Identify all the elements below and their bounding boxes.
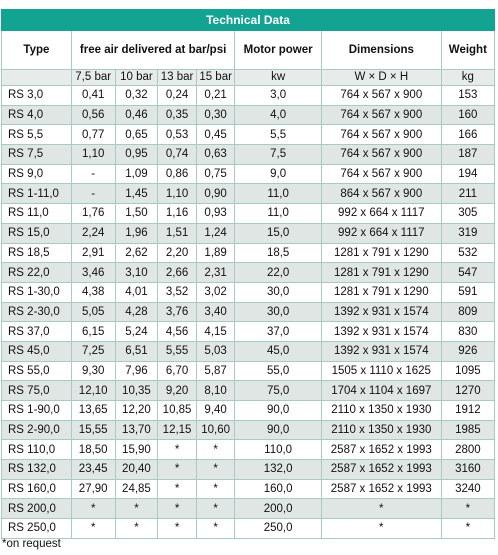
cell-13bar: * [158,460,197,480]
cell-motor-kw: 11,0 [235,204,321,224]
cell-7-5bar: 18,50 [71,440,115,460]
technical-data-table-container [1,9,495,539]
cell-weight: 319 [441,223,494,243]
table-body [2,86,495,539]
cell-13bar: 12,15 [158,420,197,440]
cell-motor-kw: 15,0 [235,223,321,243]
cell-15bar: * [196,519,235,539]
cell-13bar: * [158,440,197,460]
header-motor-unit: kw [235,70,321,86]
cell-10bar: * [115,499,158,519]
cell-type: RS 1-11,0 [2,184,72,204]
cell-motor-kw: 75,0 [235,381,321,401]
cell-dimensions: * [321,519,441,539]
cell-motor-kw: 110,0 [235,440,321,460]
cell-7-5bar: 23,45 [71,460,115,480]
table-row [2,519,495,539]
cell-10bar: 1,09 [115,164,158,184]
cell-10bar: 4,01 [115,282,158,302]
cell-weight: 160 [441,105,494,125]
cell-13bar: 6,70 [158,361,197,381]
cell-15bar: 1,89 [196,243,235,263]
cell-13bar: 1,10 [158,184,197,204]
cell-10bar: 2,62 [115,243,158,263]
cell-13bar: 10,85 [158,401,197,421]
cell-type: RS 9,0 [2,164,72,184]
cell-motor-kw: 5,5 [235,125,321,145]
cell-10bar: 24,85 [115,479,158,499]
cell-7-5bar: 4,38 [71,282,115,302]
cell-13bar: 4,56 [158,322,197,342]
cell-7-5bar: 7,25 [71,341,115,361]
cell-motor-kw: 132,0 [235,460,321,480]
cell-7-5bar: 2,91 [71,243,115,263]
cell-type: RS 37,0 [2,322,72,342]
cell-15bar: 3,02 [196,282,235,302]
cell-13bar: 0,74 [158,145,197,165]
cell-weight: 211 [441,184,494,204]
cell-motor-kw: 55,0 [235,361,321,381]
header-pressure-15: 15 bar [196,70,235,86]
cell-15bar: 0,75 [196,164,235,184]
cell-type: RS 160,0 [2,479,72,499]
cell-weight: 1912 [441,401,494,421]
cell-7-5bar: 3,46 [71,263,115,283]
cell-7-5bar: 1,76 [71,204,115,224]
header-weight-unit: kg [441,70,494,86]
cell-7-5bar: 13,65 [71,401,115,421]
header-pressure-7-5: 7,5 bar [71,70,115,86]
cell-10bar: 1,45 [115,184,158,204]
cell-dimensions: 1281 x 791 x 1290 [321,263,441,283]
cell-15bar: 3,40 [196,302,235,322]
cell-motor-kw: 90,0 [235,401,321,421]
table-row [2,282,495,302]
cell-15bar: * [196,440,235,460]
cell-10bar: 5,24 [115,322,158,342]
technical-data-table [1,9,495,539]
cell-15bar: 4,15 [196,322,235,342]
cell-15bar: * [196,479,235,499]
cell-10bar: 0,95 [115,145,158,165]
cell-weight: 187 [441,145,494,165]
cell-10bar: 0,65 [115,125,158,145]
cell-weight: 305 [441,204,494,224]
header-type: Type [2,31,72,70]
table-row [2,145,495,165]
cell-weight: 3240 [441,479,494,499]
cell-10bar: 6,51 [115,341,158,361]
cell-weight: 809 [441,302,494,322]
cell-type: RS 18,5 [2,243,72,263]
cell-15bar: 2,31 [196,263,235,283]
cell-7-5bar: 6,15 [71,322,115,342]
cell-type: RS 250,0 [2,519,72,539]
cell-7-5bar: - [71,184,115,204]
cell-13bar: 2,20 [158,243,197,263]
cell-weight: 153 [441,86,494,106]
cell-13bar: * [158,519,197,539]
cell-type: RS 7,5 [2,145,72,165]
cell-dimensions: 764 x 567 x 900 [321,125,441,145]
table-row [2,125,495,145]
cell-dimensions: 764 x 567 x 900 [321,145,441,165]
cell-type: RS 1-90,0 [2,401,72,421]
header-pressure-10: 10 bar [115,70,158,86]
table-title: Technical Data [2,10,495,31]
table-row [2,105,495,125]
cell-dimensions: 2587 x 1652 x 1993 [321,440,441,460]
cell-dimensions: 992 x 664 x 1117 [321,223,441,243]
cell-type: RS 22,0 [2,263,72,283]
cell-15bar: 0,21 [196,86,235,106]
header-type-unit [2,70,72,86]
header-motor: Motor power [235,31,321,70]
cell-dimensions: 764 x 567 x 900 [321,164,441,184]
header-pressure-13: 13 bar [158,70,197,86]
cell-13bar: 0,86 [158,164,197,184]
cell-type: RS 11,0 [2,204,72,224]
cell-15bar: * [196,460,235,480]
cell-10bar: 15,90 [115,440,158,460]
cell-dimensions: 764 x 567 x 900 [321,105,441,125]
table-row [2,401,495,421]
cell-weight: 194 [441,164,494,184]
cell-dimensions: 992 x 664 x 1117 [321,204,441,224]
cell-15bar: 10,60 [196,420,235,440]
table-row [2,460,495,480]
cell-15bar: 5,87 [196,361,235,381]
cell-dimensions: 2587 x 1652 x 1993 [321,479,441,499]
cell-13bar: 2,66 [158,263,197,283]
cell-13bar: 0,35 [158,105,197,125]
cell-13bar: 1,51 [158,223,197,243]
table-row [2,361,495,381]
cell-motor-kw: 22,0 [235,263,321,283]
table-row [2,341,495,361]
table-row [2,164,495,184]
cell-type: RS 5,5 [2,125,72,145]
cell-motor-kw: 30,0 [235,282,321,302]
cell-dimensions: 1704 x 1104 x 1697 [321,381,441,401]
table-row [2,184,495,204]
cell-type: RS 45,0 [2,341,72,361]
cell-type: RS 3,0 [2,86,72,106]
cell-7-5bar: 12,10 [71,381,115,401]
cell-weight: 532 [441,243,494,263]
cell-motor-kw: 45,0 [235,341,321,361]
cell-15bar: 8,10 [196,381,235,401]
cell-type: RS 2-30,0 [2,302,72,322]
table-row [2,263,495,283]
header-dimensions: Dimensions [321,31,441,70]
cell-7-5bar: 5,05 [71,302,115,322]
table-row [2,302,495,322]
cell-7-5bar: - [71,164,115,184]
cell-type: RS 75,0 [2,381,72,401]
cell-10bar: 4,28 [115,302,158,322]
cell-7-5bar: 15,55 [71,420,115,440]
cell-type: RS 200,0 [2,499,72,519]
cell-dimensions: 2110 x 1350 x 1930 [321,420,441,440]
cell-dimensions: 1392 x 931 x 1574 [321,341,441,361]
cell-15bar: 0,93 [196,204,235,224]
cell-15bar: 1,24 [196,223,235,243]
cell-10bar: 1,50 [115,204,158,224]
table-row [2,322,495,342]
cell-7-5bar: 2,24 [71,223,115,243]
cell-motor-kw: 4,0 [235,105,321,125]
cell-motor-kw: 30,0 [235,302,321,322]
cell-dimensions: 1392 x 931 x 1574 [321,302,441,322]
cell-type: RS 15,0 [2,223,72,243]
cell-motor-kw: 90,0 [235,420,321,440]
cell-13bar: 0,24 [158,86,197,106]
cell-motor-kw: 18,5 [235,243,321,263]
cell-type: RS 132,0 [2,460,72,480]
cell-10bar: 10,35 [115,381,158,401]
cell-weight: 1985 [441,420,494,440]
cell-dimensions: 764 x 567 x 900 [321,86,441,106]
header-air: free air delivered at bar/psi [71,31,235,70]
cell-13bar: * [158,499,197,519]
cell-weight: 2800 [441,440,494,460]
cell-15bar: 9,40 [196,401,235,421]
table-row [2,499,495,519]
cell-7-5bar: 9,30 [71,361,115,381]
cell-10bar: 3,10 [115,263,158,283]
footnote: *on request [2,538,61,550]
table-row [2,86,495,106]
cell-dimensions: 1505 x 1110 x 1625 [321,361,441,381]
cell-10bar: 12,20 [115,401,158,421]
cell-motor-kw: 9,0 [235,164,321,184]
cell-type: RS 1-30,0 [2,282,72,302]
cell-weight: 830 [441,322,494,342]
cell-motor-kw: 160,0 [235,479,321,499]
cell-weight: 3160 [441,460,494,480]
cell-weight: 547 [441,263,494,283]
cell-motor-kw: 11,0 [235,184,321,204]
table-row [2,223,495,243]
cell-type: RS 55,0 [2,361,72,381]
cell-dimensions: 864 x 567 x 900 [321,184,441,204]
cell-10bar: 1,96 [115,223,158,243]
cell-15bar: 5,03 [196,341,235,361]
cell-10bar: 13,70 [115,420,158,440]
cell-weight: * [441,499,494,519]
cell-type: RS 110,0 [2,440,72,460]
table-row [2,479,495,499]
cell-dimensions: * [321,499,441,519]
cell-weight: 166 [441,125,494,145]
cell-7-5bar: 0,77 [71,125,115,145]
cell-7-5bar: 27,90 [71,479,115,499]
cell-type: RS 2-90,0 [2,420,72,440]
cell-motor-kw: 3,0 [235,86,321,106]
cell-weight: 1095 [441,361,494,381]
cell-dimensions: 2110 x 1350 x 1930 [321,401,441,421]
cell-10bar: 0,46 [115,105,158,125]
cell-13bar: 1,16 [158,204,197,224]
header-weight: Weight [441,31,494,70]
cell-motor-kw: 37,0 [235,322,321,342]
table-row [2,243,495,263]
cell-dimensions: 1281 x 791 x 1290 [321,282,441,302]
cell-motor-kw: 200,0 [235,499,321,519]
cell-13bar: 3,52 [158,282,197,302]
table-row [2,204,495,224]
cell-15bar: 0,30 [196,105,235,125]
cell-10bar: 7,96 [115,361,158,381]
cell-type: RS 4,0 [2,105,72,125]
cell-13bar: 0,53 [158,125,197,145]
cell-weight: 1270 [441,381,494,401]
cell-weight: * [441,519,494,539]
cell-10bar: 0,32 [115,86,158,106]
cell-15bar: 0,45 [196,125,235,145]
cell-15bar: 0,90 [196,184,235,204]
cell-motor-kw: 250,0 [235,519,321,539]
cell-7-5bar: * [71,519,115,539]
cell-13bar: 3,76 [158,302,197,322]
cell-15bar: 0,63 [196,145,235,165]
cell-15bar: * [196,499,235,519]
cell-13bar: * [158,479,197,499]
table-row [2,440,495,460]
cell-7-5bar: 0,56 [71,105,115,125]
cell-dimensions: 1392 x 931 x 1574 [321,322,441,342]
cell-10bar: 20,40 [115,460,158,480]
cell-10bar: * [115,519,158,539]
header-dim-unit: W × D × H [321,70,441,86]
cell-weight: 926 [441,341,494,361]
table-row [2,420,495,440]
cell-7-5bar: 1,10 [71,145,115,165]
cell-dimensions: 1281 x 791 x 1290 [321,243,441,263]
cell-dimensions: 2587 x 1652 x 1993 [321,460,441,480]
cell-weight: 591 [441,282,494,302]
cell-7-5bar: 0,41 [71,86,115,106]
cell-13bar: 9,20 [158,381,197,401]
cell-13bar: 5,55 [158,341,197,361]
cell-motor-kw: 7,5 [235,145,321,165]
table-row [2,381,495,401]
cell-7-5bar: * [71,499,115,519]
